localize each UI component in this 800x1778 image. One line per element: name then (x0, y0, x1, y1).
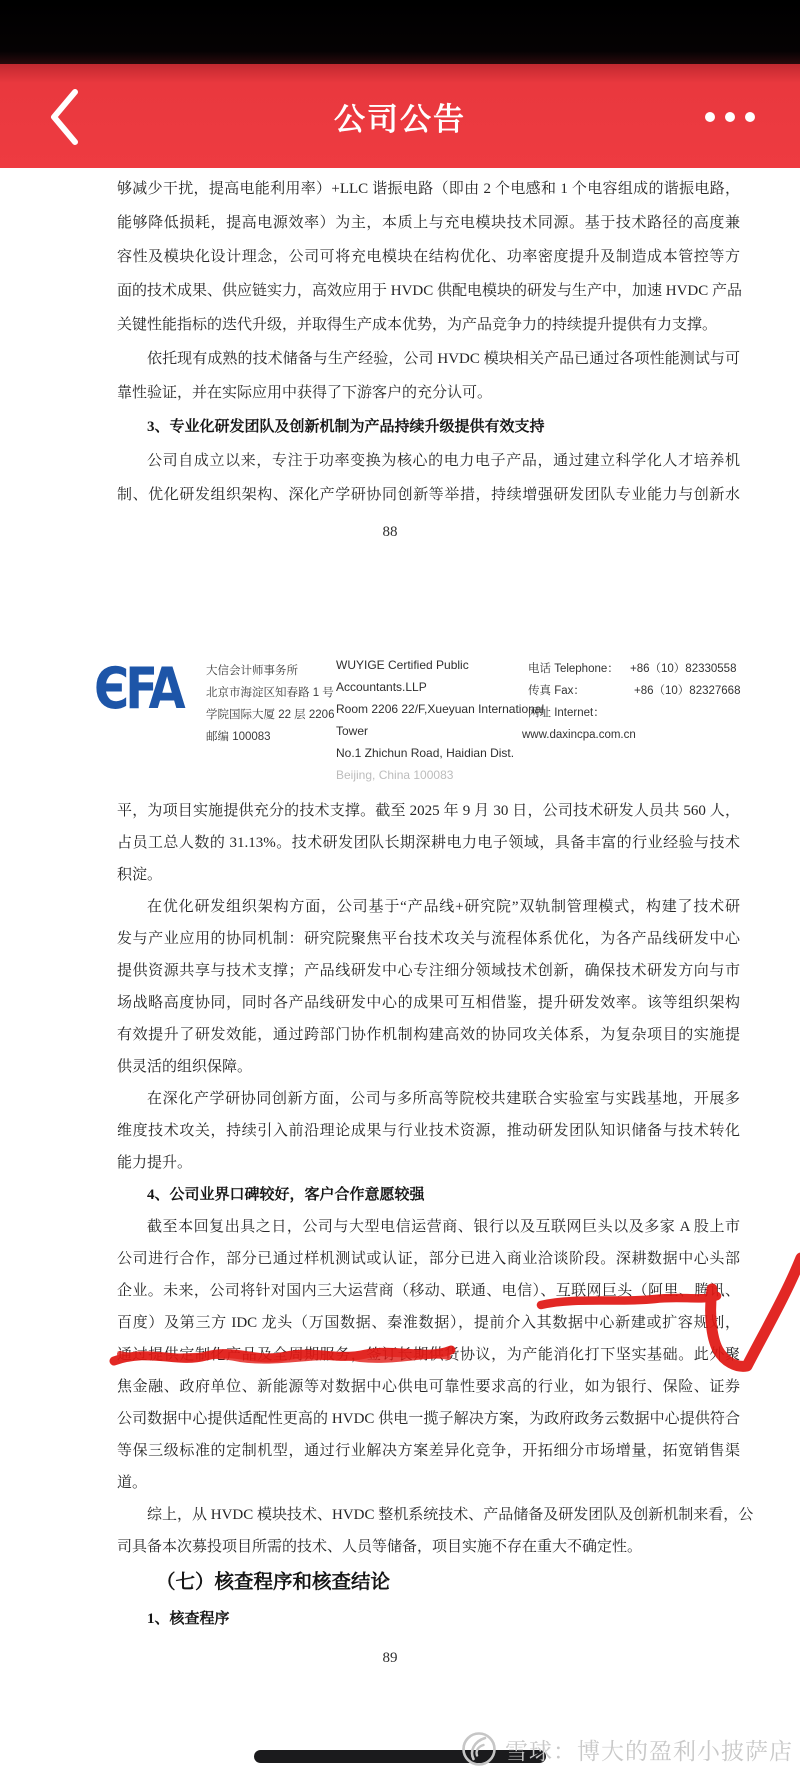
doc-line: 在优化研发组织架构方面，公司基于“产品线+研究院”双轨制管理模式，构建了技术研 (147, 899, 740, 915)
doc-line: 平，为项目实施提供充分的技术支撑。截至 2025 年 9 月 30 日，公司技术研发人员共 560 人， (117, 803, 740, 819)
web-label: 网址 Internet： (528, 707, 605, 719)
doc-line: 4、公司业界口碑较好，客户合作意愿较强 (147, 1187, 425, 1203)
phone-label: 电话 Telephone： (528, 663, 619, 675)
doc-page-2 (117, 795, 754, 1635)
doc-line: 在深化产学研协同创新方面，公司与多所高等院校共建联合实验室与实践基地，开展多 (147, 1091, 740, 1107)
xueqiu-snowball-icon (460, 1730, 498, 1768)
ellipsis-icon (705, 112, 755, 122)
doc-line: 制、优化研发组织架构、深化产学研协同创新等举措，持续增强研发团队专业能力与创新水 (117, 487, 740, 503)
doc-line: 占员工总人数的 31.13%。技术研发团队长期深耕电力电子领域，具备丰富的行业经验与技术 (117, 835, 740, 851)
doc-line: Tower (336, 724, 369, 738)
watermark (460, 1728, 793, 1770)
doc-line: WUYIGE Certified Public (336, 658, 469, 672)
doc-line: Beijing, China 100083 (336, 768, 454, 782)
page-title: 公司公告 (334, 101, 466, 137)
doc-line: 综上，从 HVDC 模块技术、HVDC 整机系统技术、产品储备及研发团队及创新机制来看，公 (147, 1507, 754, 1523)
doc-line: 维度技术攻关，持续引入前沿理论成果与行业技术资源，推动研发团队知识储备与技术转化 (117, 1123, 740, 1139)
website-value: www.daxincpa.com.cn (522, 729, 636, 741)
doc-line: 够减少干扰，提高电能利用率）+LLC 谐振电路（即由 2 个电感和 1 个电容组成的谐振电路， (117, 181, 740, 197)
doc-page-1 (117, 172, 743, 512)
doc-line: 发与产业应用的协同机制：研究院聚焦平台技术攻关与流程体系优化，为各产品线研发中心 (117, 931, 740, 947)
doc-line: 截至本回复出具之日，公司与大型电信运营商、银行以及互联网巨头以及多家 A 股上市 (147, 1219, 740, 1235)
doc-line: 场战略高度协同，同时各产品线研发中心的成果可互相借鉴，提升研发效率。该等组织架构 (117, 995, 740, 1011)
doc-line: No.1 Zhichun Road, Haidian Dist. (336, 746, 515, 760)
letterhead (0, 652, 800, 782)
doc-line: 供灵活的组织保障。 (117, 1059, 253, 1075)
doc-line: 1、核查程序 (147, 1611, 230, 1627)
doc-line: 靠性验证，并在实际应用中获得了下游客户的充分认可。 (117, 385, 493, 401)
phone-value: +86（10）82330558 (630, 663, 737, 675)
doc-line: （七）核查程序和核查结论 (156, 1572, 391, 1593)
doc-line: 提供资源共享与技术支撑；产品线研发中心专注细分领域技术创新，确保技术研发方向与市 (117, 963, 740, 979)
doc-line: Accountants.LLP (336, 680, 427, 694)
watermark-text: 雪球：博大的盈利小披萨店 (505, 1737, 793, 1764)
doc-line: 等保三级标准的定制机型，通过行业解决方案差异化竞争，开拓细分市场增量，拓宽销售渠 (117, 1443, 740, 1459)
doc-line: 道。 (117, 1475, 148, 1491)
doc-line: 公司数据中心提供适配性更高的 HVDC 供电一揽子解决方案，为政府政务云数据中心提供符合 (117, 1411, 740, 1427)
doc-line: 北京市海淀区知春路 1 号 (206, 687, 334, 699)
doc-line: 有效提升了研发效能，通过跨部门协作机制构建高效的协同攻关体系，为复杂项目的实施提 (117, 1027, 740, 1043)
doc-line: 百度）及第三方 IDC 龙头（万国数据、秦淮数据），提前介入其数据中心新建或扩容规划， (117, 1315, 740, 1331)
doc-line: 能力提升。 (117, 1155, 193, 1171)
page-number-89: 89 (382, 1650, 398, 1666)
doc-line: 面的技术成果、供应链实力，高效应用于 HVDC 供配电模块的研发与生产中，加速 HVDC 产品 (117, 283, 743, 299)
doc-line: 容性及模块化设计理念，公司可将充电模块在结构优化、功率密度提升及制造成本管控等方 (117, 249, 740, 265)
doc-line: 3、专业化研发团队及创新机制为产品持续升级提供有效支持 (147, 419, 545, 435)
doc-line: 积淀。 (117, 867, 163, 883)
chevron-left-icon (47, 88, 81, 146)
doc-line: 学院国际大厦 22 层 2206 (206, 709, 335, 721)
doc-line: 能够降低损耗，提高电源效率）为主，本质上与充电模块技术同源。基于技术路径的高度兼 (117, 215, 740, 231)
back-button[interactable] (40, 86, 88, 148)
doc-line: Room 2206 22/F,Xueyuan International (336, 702, 545, 716)
doc-line: 公司自成立以来，专注于功率变换为核心的电力电子产品，通过建立科学化人才培养机 (147, 453, 740, 469)
letterhead-contacts (0, 652, 800, 752)
doc-line: 关键性能指标的迭代升级，并取得生产成本优势，为产品竞争力的持续提升提供有力支撑。 (117, 317, 718, 333)
fax-value: +86（10）82327668 (634, 685, 741, 697)
status-bar (0, 0, 800, 64)
daxin-cpa-logo: ЄFA (94, 656, 182, 723)
more-button[interactable] (698, 100, 762, 134)
doc-line: 企业。未来，公司将针对国内三大运营商（移动、联通、电信）、互联网巨头（阿里、腾讯、 (117, 1283, 740, 1299)
doc-line: 大信会计师事务所 (206, 665, 298, 677)
fax-label: 传真 Fax： (528, 685, 585, 697)
app-header (0, 64, 800, 168)
doc-line: 通过提供定制化产品及全周期服务，签订长期供货协议，为产能消化打下坚实基础。此外聚 (117, 1347, 740, 1363)
doc-line: 焦金融、政府单位、新能源等对数据中心供电可靠性要求高的行业，如为银行、保险、证券 (117, 1379, 740, 1395)
doc-line: 公司进行合作，部分已通过样机测试或认证，部分已进入商业洽谈阶段。深耕数据中心头部 (117, 1251, 740, 1267)
doc-line: 依托现有成熟的技术储备与生产经验，公司 HVDC 模块相关产品已通过各项性能测试与可 (147, 351, 740, 367)
doc-line: 司具备本次募投项目所需的技术、人员等储备，项目实施不存在重大不确定性。 (117, 1539, 643, 1555)
page-number-88: 88 (382, 524, 398, 540)
doc-line: 邮编 100083 (206, 731, 271, 743)
